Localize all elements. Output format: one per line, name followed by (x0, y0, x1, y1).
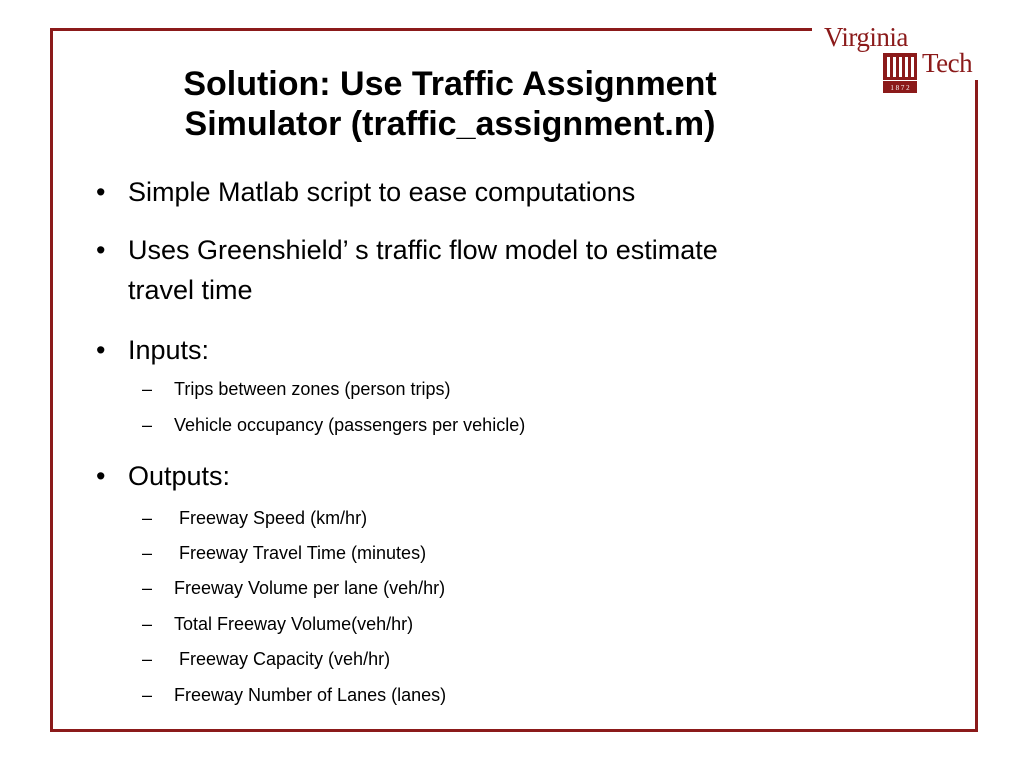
sub-bullet-marker: – (142, 379, 153, 399)
sub-bullet-marker: – (142, 508, 153, 528)
bullet-marker: • (96, 335, 106, 365)
bullet-text: Simple Matlab script to ease computations (128, 177, 636, 207)
sub-bullet-text: Freeway Speed (km/hr) (174, 508, 368, 528)
sub-bullet-text: Trips between zones (person trips) (174, 379, 451, 399)
sub-bullet-text: Freeway Volume per lane (veh/hr) (174, 578, 446, 598)
sub-bullet-marker: – (142, 578, 153, 598)
logo-word-virginia: Virginia (824, 22, 908, 52)
bullet-marker: • (96, 235, 106, 265)
frame-bottom-line (50, 729, 978, 732)
bullet-marker: • (96, 177, 106, 207)
bullet-text-line-1: Uses Greenshield’ s traffic flow model to estimate (128, 235, 718, 265)
bullet-text-line-2: travel time (128, 275, 253, 305)
sub-bullet-marker: – (142, 415, 153, 435)
logo-year-text: 1 8 7 2 (890, 84, 910, 92)
bullet-text: Inputs: (128, 335, 210, 365)
frame-top-line (50, 28, 812, 31)
slide-title (90, 64, 810, 144)
sub-bullet-text: Freeway Capacity (veh/hr) (174, 649, 391, 669)
frame-left-line (50, 28, 53, 732)
bullet-text: Outputs: (128, 461, 231, 491)
virginia-tech-logo (818, 22, 988, 102)
sub-bullet-text: Total Freeway Volume(veh/hr) (174, 614, 414, 634)
bullet-marker: • (96, 461, 106, 491)
logo-shield-icon (882, 52, 918, 96)
slide-title-line-1: Solution: Use Traffic Assignment (183, 65, 717, 103)
sub-bullet-marker: – (142, 543, 153, 563)
sub-bullet-text: Freeway Travel Time (minutes) (174, 543, 427, 563)
logo-word-tech: Tech (922, 48, 973, 78)
frame-right-line (975, 80, 978, 732)
sub-bullet-marker: – (142, 614, 153, 634)
sub-bullet-marker: – (142, 685, 153, 705)
slide-title-line-2: Simulator (traffic_assignment.m) (184, 105, 716, 143)
sub-bullet-text: Freeway Number of Lanes (lanes) (174, 685, 447, 705)
sub-bullet-marker: – (142, 649, 153, 669)
sub-bullet-text: Vehicle occupancy (passengers per vehicle) (174, 415, 526, 435)
